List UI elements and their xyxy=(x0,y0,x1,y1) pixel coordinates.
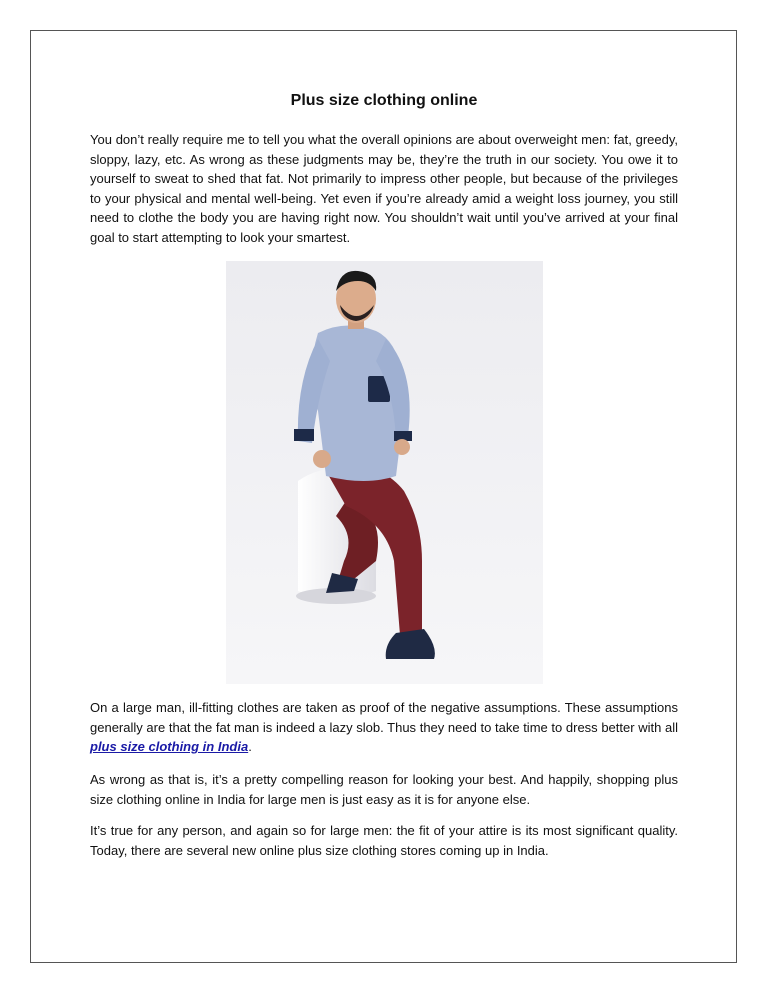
model-photo xyxy=(226,261,543,684)
plus-size-clothing-link[interactable]: plus size clothing in India xyxy=(90,739,249,754)
page-title: Plus size clothing online xyxy=(290,92,478,109)
paragraph-shopping: As wrong as that is, it’s a pretty compelling reason for looking your best. And happily, shopping plus size clothing online in India for large men is just easy as it is for anyone else. xyxy=(90,772,678,807)
paragraph-assumptions xyxy=(90,698,678,757)
paragraph-fit: It’s true for any person, and again so for large men: the fit of your attire is its most significant quality. Today, there are several new online plus size clothing stores coming up in India. xyxy=(90,823,678,858)
paragraph-assumptions-text: On a large man, ill-fitting clothes are taken as proof of the negative assumptions. These assumptions generally are that the fat man is indeed a lazy slob. Thus they need to take time to dress better with all xyxy=(90,700,678,735)
paragraph-intro: You don’t really require me to tell you what the overall opinions are about overweight men: fat, greedy, sloppy, lazy, etc. As wrong as these judgments may be, they’re the truth in our society. You owe it to yourself to sweat to shed that fat. Not primarily to impress other people, but because of the privileges to your physical and mental well-being. Yet even if you’re already amid a weight loss journey, you still need to clothe the body you are having right now. You shouldn’t wait until you’ve arrived at your final goal to start attempting to look your smartest. xyxy=(90,132,678,245)
link-suffix: . xyxy=(248,739,252,754)
